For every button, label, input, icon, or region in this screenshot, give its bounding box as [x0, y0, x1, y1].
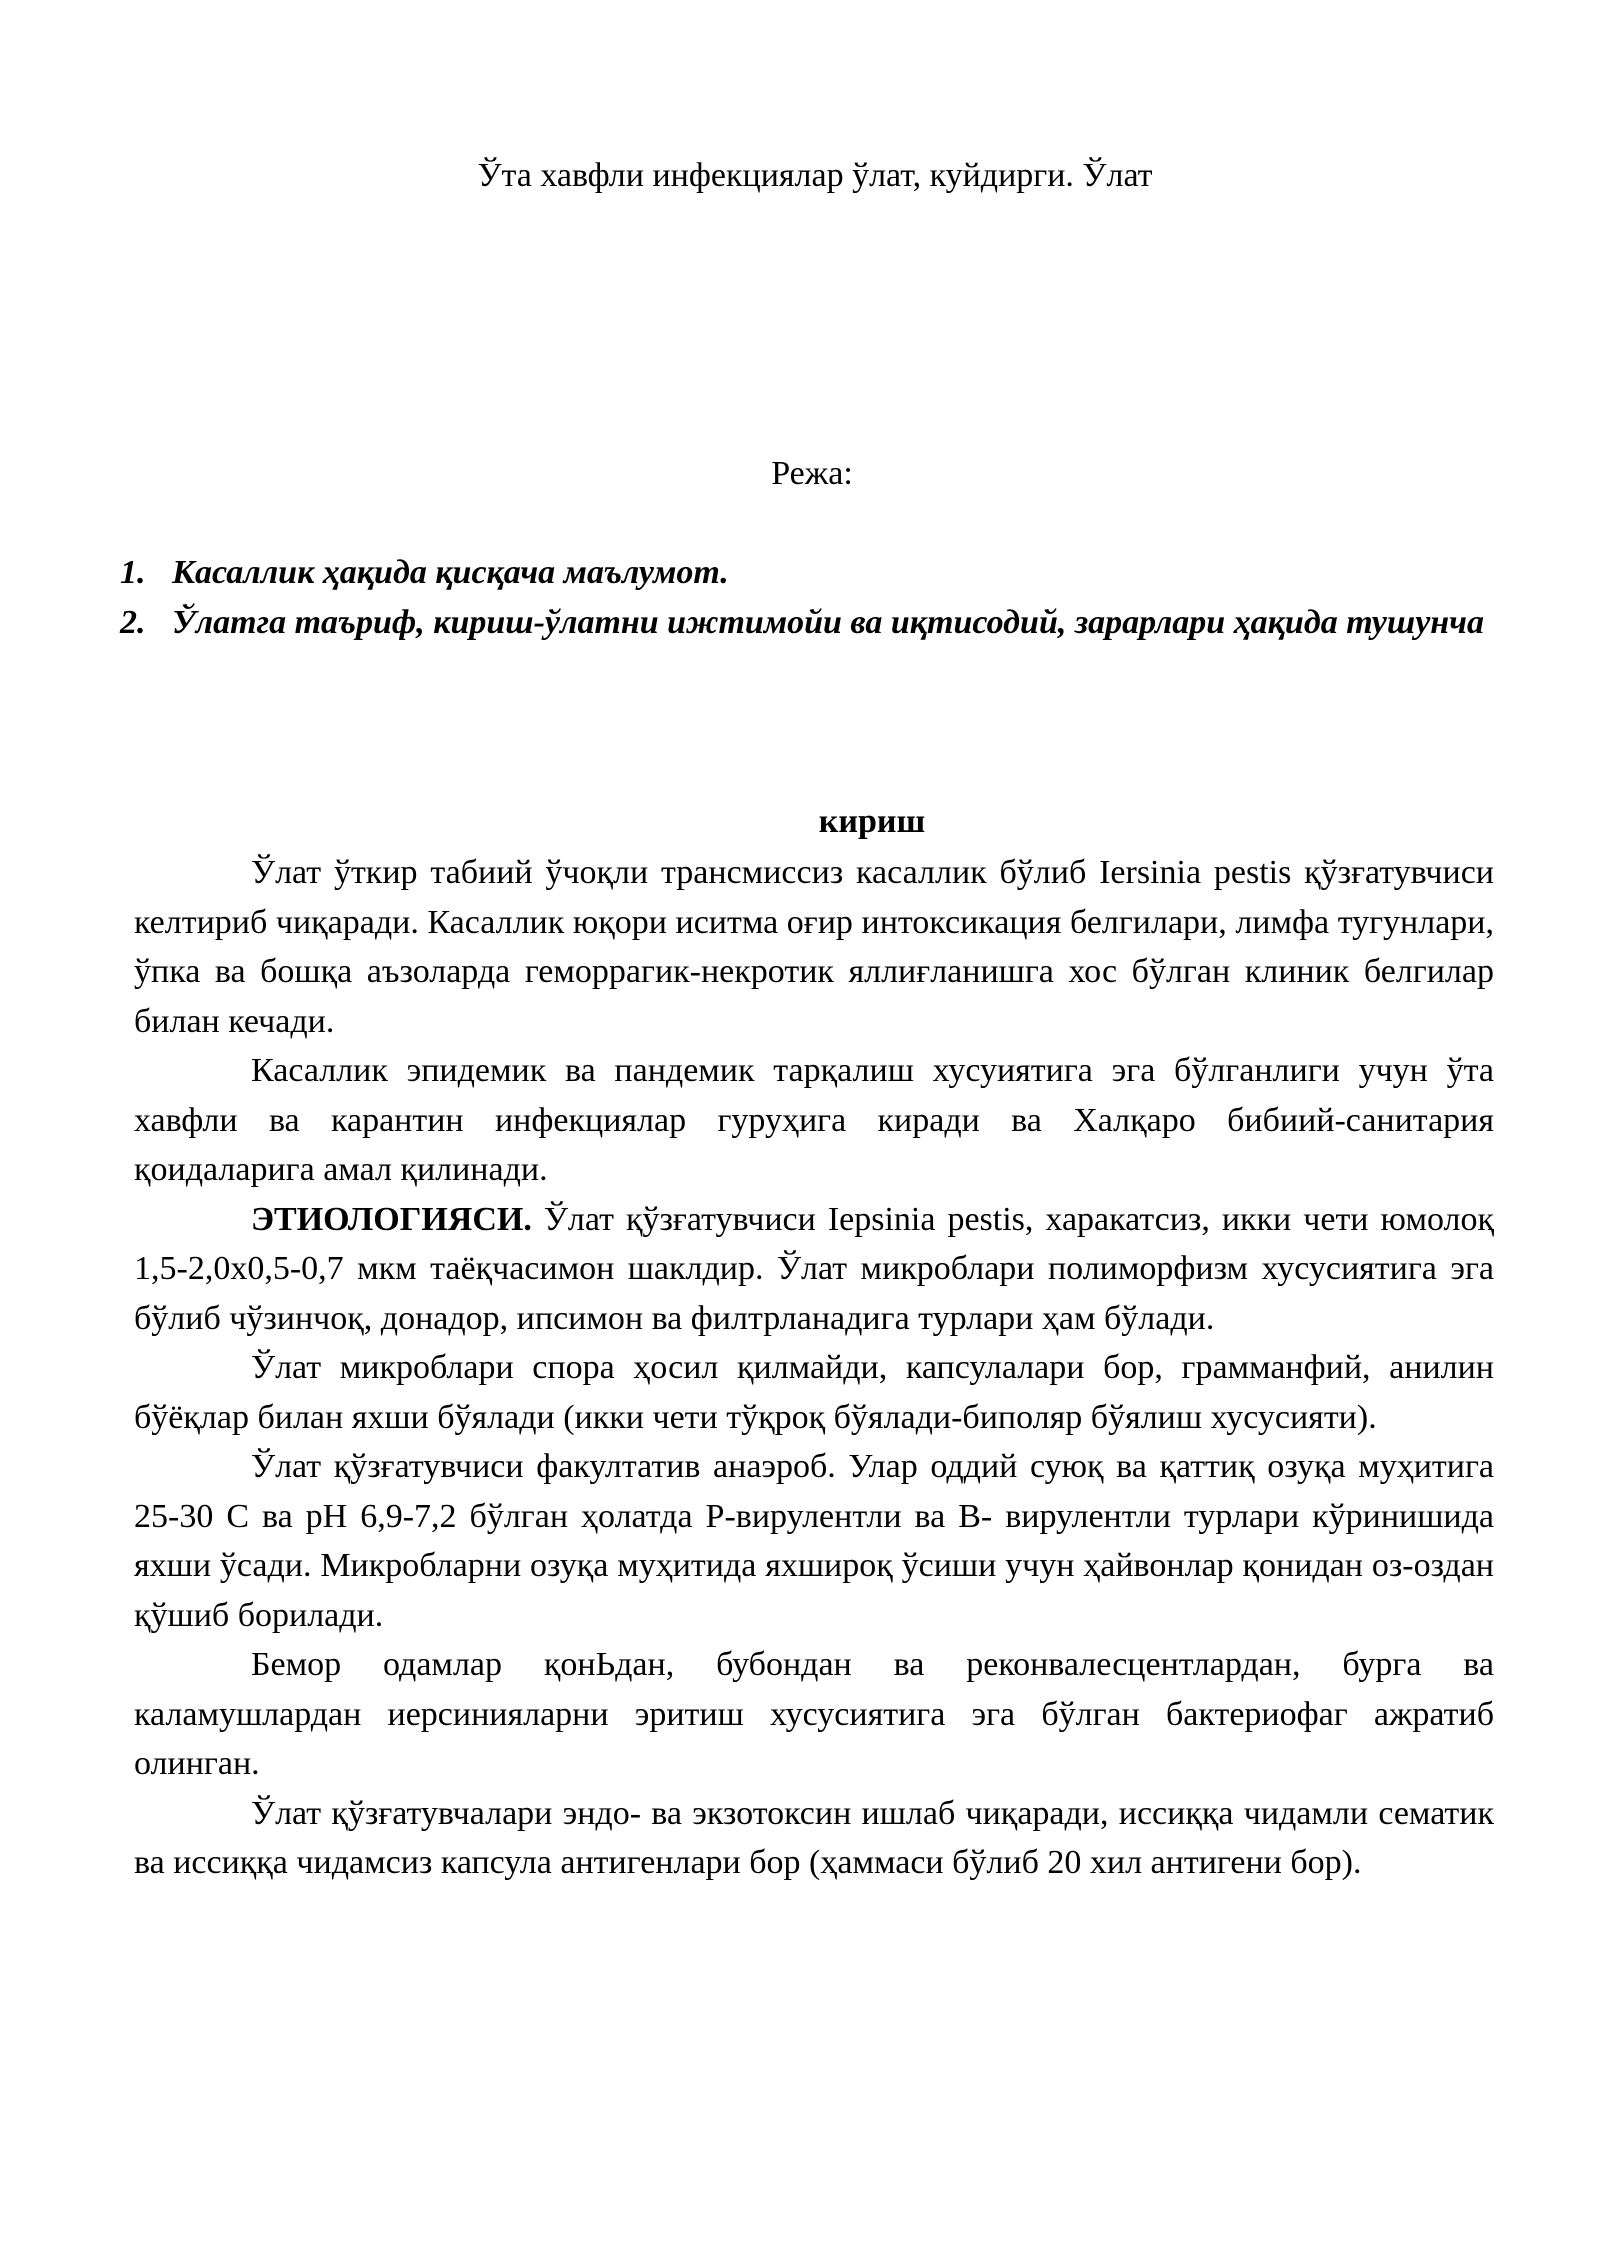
plan-list — [120, 548, 1490, 648]
plan-item — [120, 598, 1490, 648]
paragraph-text: Ўлат қўзғатувчалари эндо- ва экзотоксин ишлаб чиқаради, иссиққа чидамли сематик ва иссиққа чидамсиз капсула антигенлари бор (ҳаммаси бўлиб 20 хил антигени бор). — [134, 1794, 1494, 1881]
plan-item-text: Касаллик ҳақида қисқача маълумот. — [172, 554, 729, 591]
plan-item — [120, 548, 1490, 598]
paragraph — [134, 1195, 1494, 1344]
paragraph — [134, 1046, 1494, 1195]
paragraph — [134, 1640, 1494, 1789]
section-heading: кириш — [818, 803, 926, 840]
document-title: Ўта хавфли инфекциялар ўлат, куйдирги. Ўлат — [477, 157, 1153, 194]
paragraph — [134, 848, 1494, 1046]
plan-heading: Режа: — [771, 455, 853, 492]
paragraph-text: Ўлат қўзғатувчиси Iepsinia pestis, харакатсиз, икки чети юмолоқ 1,5-2,0х0,5-0,7 мкм таёқчасимон шаклдир. Ўлат микроблари полиморфизм хусусиятига эга бўлиб чўзинчоқ, донадор, ипсимон ва филтрланадига турлари ҳам бўлади. — [134, 1200, 1494, 1337]
plan-item-number: 1. — [120, 554, 146, 591]
paragraph-text: Касаллик эпидемик ва пандемик тарқалиш хусуиятига эга бўлганлиги учун ўта хавфли ва карантин инфекциялар гуруҳига киради ва Халқаро бибиий-санитария қоидаларига амал қилинади. — [134, 1052, 1494, 1188]
paragraph-text: Бемор одамлар қонЬдан, бубондан ва реконвалесцентлардан, бурга ва каламушлардан иерсинияларни эритиш хусусиятига эга бўлган бактериофаг ажратиб олинган. — [134, 1646, 1494, 1782]
paragraph — [134, 1343, 1494, 1442]
paragraph — [134, 1789, 1494, 1888]
paragraph-text: Ўлат қўзғатувчиси факултатив анаэроб. Улар оддий суюқ ва қаттиқ озуқа муҳитига 25-30 С ва рН 6,9-7,2 бўлган ҳолатда Р-вирулентли ва В- вирулентли турлари кўринишида яхши ўсади. Микробларни озуқа муҳитида яхшироқ ўсиши учун ҳайвонлар қонидан оз-оздан қўшиб борилади. — [134, 1448, 1494, 1634]
paragraph — [134, 1442, 1494, 1640]
plan-item-number: 2. — [120, 604, 146, 641]
paragraph-text: Ўлат ўткир табиий ўчоқли трансмиссиз касаллик бўлиб Iersinia pestis қўзғатувчиси келтириб чиқаради. Касаллик юқори иситма оғир интоксикация белгилари, лимфа тугунлари, ўпка ва бошқа аъзоларда геморрагик-некротик яллиғланишга хос бўлган клиник белгилар билан кечади. — [134, 854, 1494, 1040]
body-text — [134, 848, 1494, 1888]
paragraph-lead: ЭТИОЛОГИЯСИ. — [251, 1200, 532, 1238]
paragraph-text: Ўлат микроблари спора ҳосил қилмайди, капсулалари бор, грамманфий, анилин бўёқлар билан яхши бўялади (икки чети тўқроқ бўялади-биполяр бўялиш хусусияти). — [134, 1349, 1494, 1436]
plan-item-text: Ўлатга таъриф, кириш-ўлатни ижтимойи ва иқтисодий, зарарлари ҳақида тушунча — [172, 604, 1485, 641]
